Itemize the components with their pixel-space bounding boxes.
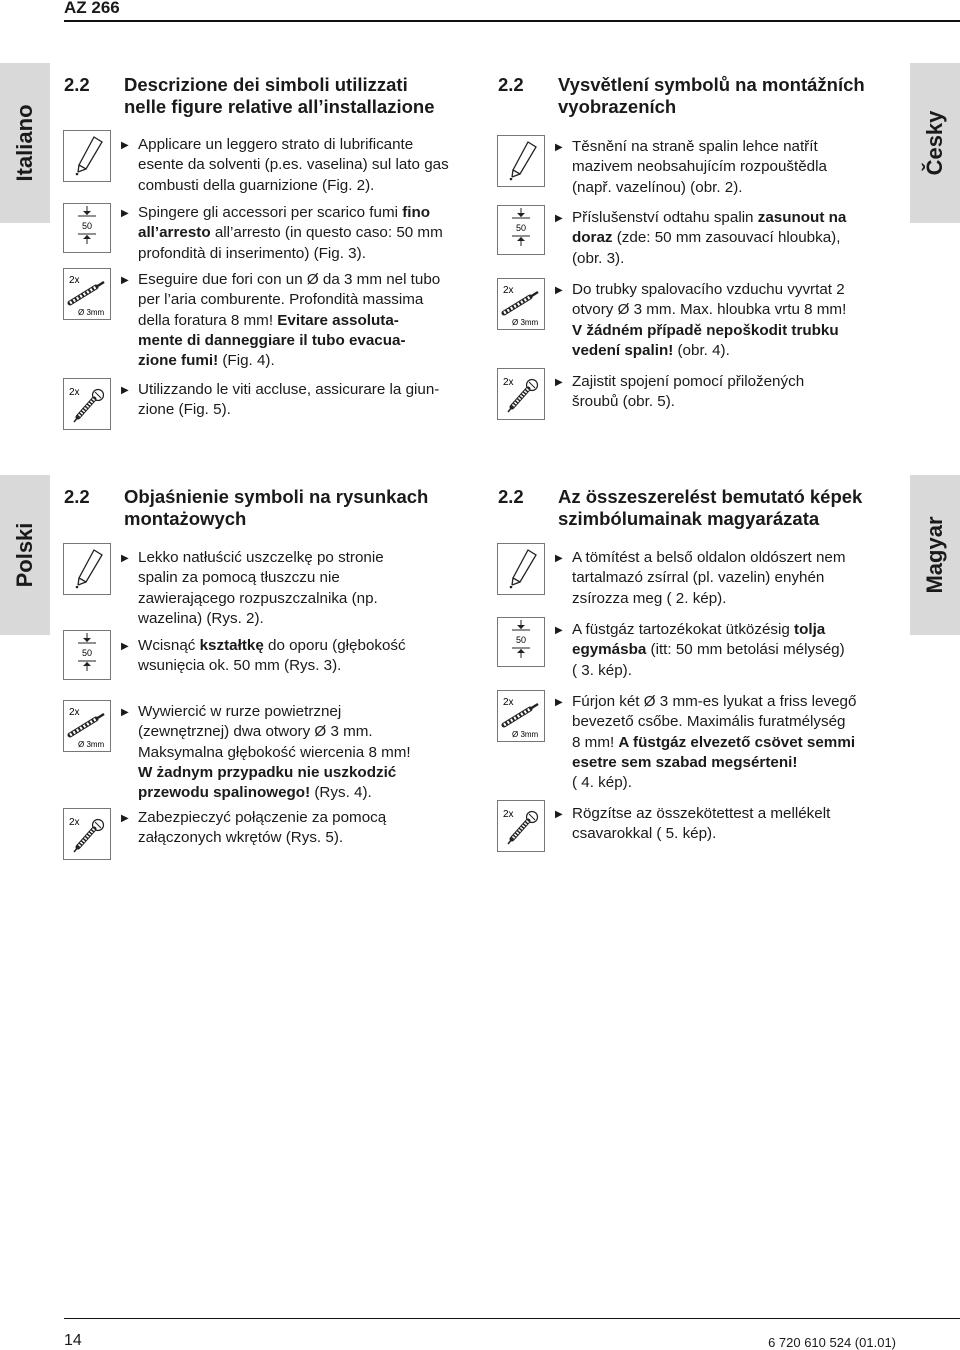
grease-symbol xyxy=(497,135,545,187)
drill-bit-icon xyxy=(64,269,110,319)
text-line: zawierającego rozpuszczalnika (np. xyxy=(138,589,378,607)
insertion-depth-symbol xyxy=(497,617,545,667)
screw-symbol xyxy=(497,800,545,852)
text-line: zione fumi! (Fig. 4). xyxy=(138,352,275,370)
text-line: załączonych wkrętów (Rys. 5). xyxy=(138,829,344,847)
section-title-line: Descrizione dei simboli utilizzati xyxy=(124,74,408,95)
text-line: zsírozza meg ( 2. kép). xyxy=(572,589,727,607)
text-line: ▶ Zajistit spojení pomocí přiložených xyxy=(572,373,805,390)
instruction-item xyxy=(555,372,804,413)
text-line: per l’aria comburente. Profondità massima xyxy=(138,291,424,309)
screw-symbol xyxy=(63,808,111,860)
instruction-item xyxy=(121,702,411,803)
screw-icon xyxy=(64,809,110,859)
document-number: 6 720 610 524 (01.01) xyxy=(768,1335,896,1350)
insertion-depth-icon xyxy=(64,204,110,252)
text-line: all’arresto all’arresto (in questo caso: 50 mm xyxy=(138,224,443,242)
count-label: 2x xyxy=(503,285,514,296)
insertion-depth-symbol xyxy=(497,205,545,255)
text-line: ▶ Fúrjon két Ø 3 mm-es lyukat a friss levegő xyxy=(572,693,857,710)
language-tab-italiano xyxy=(0,63,50,223)
text-line: ▶ Lekko natłuścić uszczelkę po stronie xyxy=(138,549,384,566)
section-title-line: montażowych xyxy=(124,508,247,529)
instruction-item xyxy=(121,203,443,264)
drill-bit-icon xyxy=(498,279,544,329)
text-line: (obr. 3). xyxy=(572,249,625,267)
instruction-item xyxy=(555,548,846,609)
instruction-item xyxy=(121,270,440,371)
text-line: Maksymalna głębokość wiercenia 8 mm! xyxy=(138,743,411,761)
grease-tube-icon xyxy=(498,136,544,186)
page-number: 14 xyxy=(64,1332,82,1349)
section-title-line: Az összeszerelést bemutató képek xyxy=(558,486,863,507)
section-number: 2.2 xyxy=(64,74,90,95)
text-line: ▶ Příslušenství odtahu spalin zasunout na xyxy=(572,209,847,226)
insertion-depth-icon xyxy=(64,631,110,679)
grease-symbol xyxy=(63,543,111,595)
text-line: otvory Ø 3 mm. Max. hloubka vrtu 8 mm! xyxy=(572,301,847,319)
depth-value: 50 xyxy=(515,635,527,645)
text-line: ▶ Spingere gli accessori per scarico fumi fino xyxy=(138,204,431,221)
depth-value: 50 xyxy=(81,648,93,658)
count-label: 2x xyxy=(503,377,514,388)
insertion-depth-symbol xyxy=(63,630,111,680)
text-line: profondità di inserimento) (Fig. 3). xyxy=(138,244,366,262)
text-line: (zewnętrznej) dwa otwory Ø 3 mm. xyxy=(138,723,373,741)
section-number: 2.2 xyxy=(498,74,524,95)
drill-bit-icon xyxy=(498,691,544,741)
section-title-cs xyxy=(498,74,865,118)
drill-symbol xyxy=(497,690,545,742)
language-tab-label: Italiano xyxy=(12,104,37,182)
language-tab-label: Česky xyxy=(922,110,947,176)
text-line: ▶ Těsnění na straně spalin lehce natřít xyxy=(572,138,818,155)
language-tab-label: Magyar xyxy=(922,516,947,594)
drill-symbol xyxy=(63,700,111,752)
depth-value: 50 xyxy=(515,223,527,233)
text-line: ( 3. kép). xyxy=(572,661,632,679)
text-line: ▶ Zabezpieczyć połączenie za pomocą xyxy=(138,809,387,826)
instruction-item xyxy=(555,137,827,198)
instruction-item xyxy=(555,620,845,681)
section-number: 2.2 xyxy=(498,486,524,507)
text-line: ▶ Wywiercić w rurze powietrznej xyxy=(138,703,342,720)
count-label: 2x xyxy=(69,387,80,398)
section-title-hu xyxy=(498,486,862,530)
instruction-item xyxy=(555,280,846,361)
count-label: 2x xyxy=(503,697,514,708)
instruction-item xyxy=(121,636,406,677)
text-line: ▶ Eseguire due fori con un Ø da 3 mm nel tubo xyxy=(138,271,441,288)
text-line: ▶ Rögzítse az összekötettest a mellékelt xyxy=(572,805,831,822)
instruction-item xyxy=(121,135,449,196)
screw-symbol xyxy=(497,368,545,420)
text-line: vedení spalin! (obr. 4). xyxy=(572,341,730,359)
text-line: doraz (zde: 50 mm zasouvací hloubka), xyxy=(572,229,841,247)
diameter-label: Ø 3mm xyxy=(512,730,539,739)
grease-symbol xyxy=(497,543,545,595)
text-line: ▶ A füstgáz tartozékokat ütközésig tolja xyxy=(572,621,826,638)
count-label: 2x xyxy=(69,275,80,286)
count-label: 2x xyxy=(69,817,80,828)
text-line: ( 4. kép). xyxy=(572,774,632,792)
drill-symbol xyxy=(497,278,545,330)
screw-icon xyxy=(498,801,544,851)
text-line: W żadnym przypadku nie uszkodzić xyxy=(138,763,397,781)
screw-icon xyxy=(498,369,544,419)
count-label: 2x xyxy=(503,809,514,820)
instruction-item xyxy=(121,548,384,629)
section-title-line: nelle figure relative all’installazione xyxy=(124,96,435,117)
text-line: bevezető csőbe. Maximális furatmélység xyxy=(572,713,846,731)
section-title-line: Objaśnienie symboli na rysunkach xyxy=(124,486,429,507)
section-title-line: Vysvětlení symbolů na montážních xyxy=(558,74,865,95)
insertion-depth-icon xyxy=(498,618,544,666)
instruction-item xyxy=(121,808,386,849)
instruction-item xyxy=(555,804,830,845)
text-line: combusti della guarnizione (Fig. 2). xyxy=(138,176,375,194)
grease-tube-icon xyxy=(64,131,110,181)
screw-symbol xyxy=(63,378,111,430)
instruction-item xyxy=(555,692,856,793)
text-line: šroubů (obr. 5). xyxy=(572,393,675,411)
text-line: ▶ Applicare un leggero strato di lubrificante xyxy=(138,136,414,153)
text-line: esetre sem szabad megsérteni! xyxy=(572,753,798,771)
text-line: (např. vazelínou) (obr. 2). xyxy=(572,178,743,196)
diameter-label: Ø 3mm xyxy=(512,318,539,327)
grease-symbol xyxy=(63,130,111,182)
section-title-it xyxy=(64,74,435,118)
language-tab-label: Polski xyxy=(12,522,37,588)
language-tab-polski xyxy=(0,475,50,635)
language-tab-cesky xyxy=(910,63,960,223)
section-title-line: szimbólumainak magyarázata xyxy=(558,508,820,529)
text-line: mazivem neobsahujícím rozpouštědla xyxy=(572,158,827,176)
text-line: 8 mm! A füstgáz elvezető csövet semmi xyxy=(572,733,856,751)
text-line: przewodu spalinowego! (Rys. 4). xyxy=(138,784,372,802)
text-line: tartalmazó zsírral (pl. vazelin) enyhén xyxy=(572,569,825,587)
instruction-item xyxy=(121,380,439,421)
diameter-label: Ø 3mm xyxy=(78,308,105,317)
text-line: egymásba (itt: 50 mm betolási mélység) xyxy=(572,641,845,659)
text-line: csavarokkal ( 5. kép). xyxy=(572,825,717,843)
text-line: spalin za pomocą tłuszczu nie xyxy=(138,569,340,587)
count-label: 2x xyxy=(69,707,80,718)
grease-tube-icon xyxy=(498,544,544,594)
document-code-header: AZ 266 xyxy=(64,0,120,17)
text-line: wazelina) (Rys. 2). xyxy=(138,609,264,627)
drill-bit-icon xyxy=(64,701,110,751)
footer-rule xyxy=(64,1318,960,1319)
drill-symbol xyxy=(63,268,111,320)
instruction-item xyxy=(555,208,846,269)
text-line: V žádném případě nepoškodit trubku xyxy=(572,321,839,339)
text-line: ▶ Utilizzando le viti accluse, assicurare la giun- xyxy=(138,381,440,398)
text-line: della foratura 8 mm! Evitare assoluta- xyxy=(138,311,399,329)
text-line: ▶ Do trubky spalovacího vzduchu vyvrtat 2 xyxy=(572,281,845,298)
text-line: wsunięcia ok. 50 mm (Rys. 3). xyxy=(138,657,342,675)
text-line: zione (Fig. 5). xyxy=(138,401,231,419)
section-number: 2.2 xyxy=(64,486,90,507)
text-line: ▶ Wcisnąć kształtkę do oporu (głębokość xyxy=(138,637,406,654)
text-line: esente da solventi (p.es. vaselina) sul lato gas xyxy=(138,156,449,174)
text-line: mente di danneggiare il tubo evacua- xyxy=(138,331,406,349)
insertion-depth-icon xyxy=(498,206,544,254)
section-title-line: vyobrazeních xyxy=(558,96,677,117)
language-tab-magyar xyxy=(910,475,960,635)
depth-value: 50 xyxy=(81,221,93,231)
text-line: ▶ A tömítést a belső oldalon oldószert nem xyxy=(572,549,846,566)
diameter-label: Ø 3mm xyxy=(78,740,105,749)
screw-icon xyxy=(64,379,110,429)
insertion-depth-symbol xyxy=(63,203,111,253)
grease-tube-icon xyxy=(64,544,110,594)
header-rule xyxy=(64,20,960,22)
section-title-pl xyxy=(64,486,428,530)
